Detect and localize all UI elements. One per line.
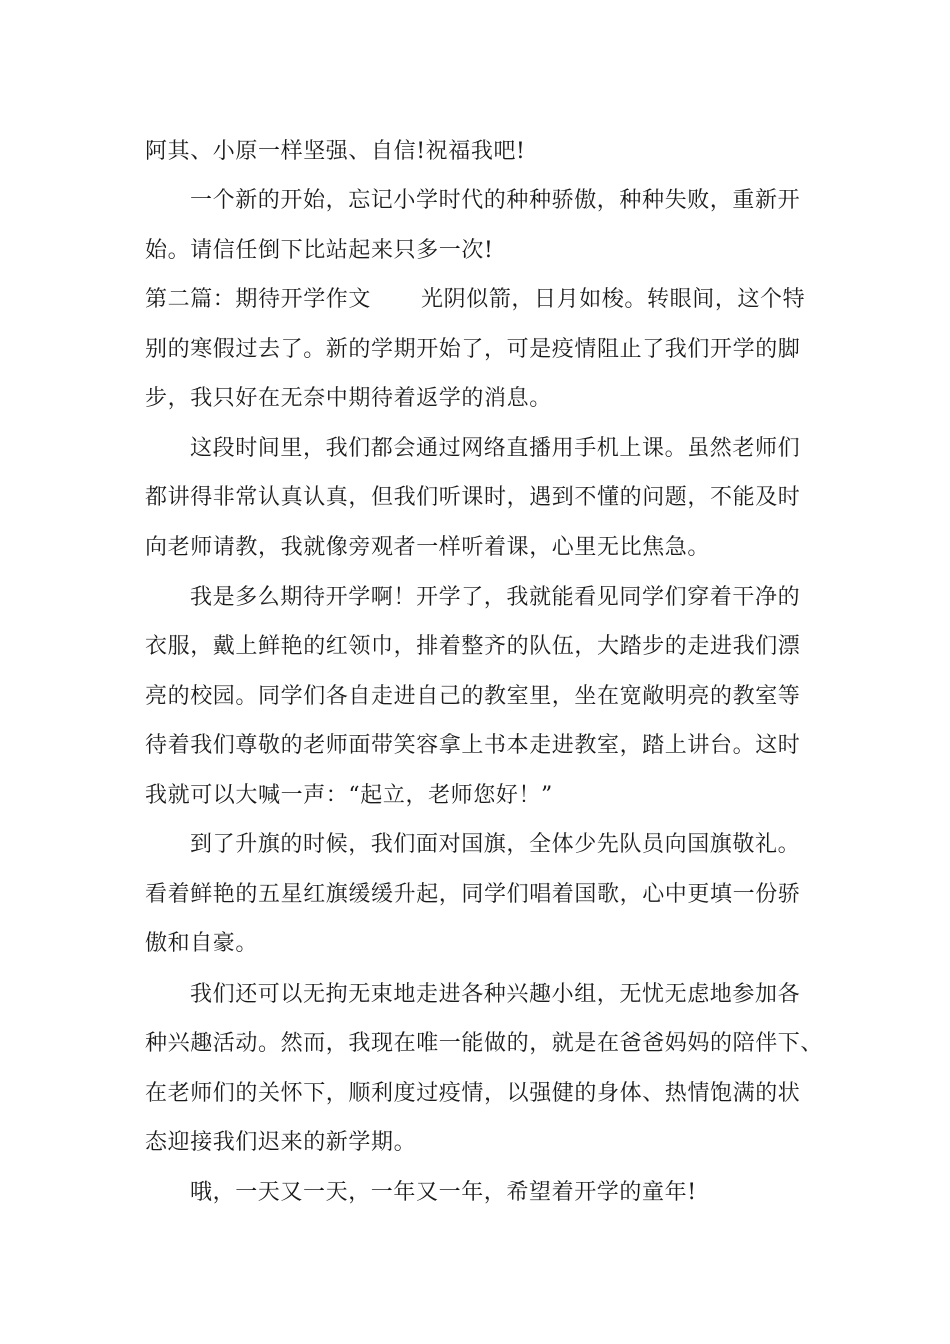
text-line: 傲和自豪。 <box>145 931 259 956</box>
text-line: 我是多么期待开学啊！开学了，我就能看见同学们穿着干净的 <box>190 585 801 610</box>
text-line: 向老师请教，我就像旁观者一样听着课，心里无比焦急。 <box>145 535 711 560</box>
text-line: 种兴趣活动。然而，我现在唯一能做的，就是在爸爸妈妈的陪伴下、 <box>145 1031 824 1056</box>
text-line: 在老师们的关怀下，顺利度过疫情，以强健的身体、热情饱满的状 <box>145 1081 801 1106</box>
text-line: 始。请信任倒下比站起来只多一次! <box>145 238 494 263</box>
text-line: 这段时间里，我们都会通过网络直播用手机上课。虽然老师们 <box>190 436 801 461</box>
section-heading: 第二篇：期待开学作文 <box>145 287 372 312</box>
text-line: 光阴似箭，日月如梭。转眼间，这个特 <box>421 287 806 312</box>
text-line: 一个新的开始，忘记小学时代的种种骄傲，种种失败，重新开 <box>190 188 801 213</box>
text-line: 待着我们尊敬的老师面带笑容拿上书本走进教室，踏上讲台。这时 <box>145 733 801 758</box>
text-line: 我们还可以无拘无束地走进各种兴趣小组，无忧无虑地参加各 <box>190 982 801 1007</box>
text-line: 都讲得非常认真认真，但我们听课时，遇到不懂的问题，不能及时 <box>145 485 801 510</box>
text-line: 哦，一天又一天，一年又一年，希望着开学的童年! <box>190 1180 697 1205</box>
text-line: 别的寒假过去了。新的学期开始了，可是疫情阻止了我们开学的脚 <box>145 337 801 362</box>
text-line: 亮的校园。同学们各自走进自己的教室里，坐在宽敞明亮的教室等 <box>145 684 801 709</box>
text-line: 看着鲜艳的五星红旗缓缓升起，同学们唱着国歌，心中更填一份骄 <box>145 882 801 907</box>
text-line: 衣服，戴上鲜艳的红领巾，排着整齐的队伍，大踏步的走进我们漂 <box>145 634 801 659</box>
text-line: 步，我只好在无奈中期待着返学的消息。 <box>145 386 552 411</box>
text-line: 阿其、小原一样坚强、自信!祝福我吧! <box>145 139 526 164</box>
section-heading-line <box>145 285 825 315</box>
text-line: 到了升旗的时候，我们面对国旗，全体少先队员向国旗敬礼。 <box>190 832 801 857</box>
text-line: 我就可以大喊一声：“起立，老师您好！” <box>145 783 553 808</box>
text-line: 态迎接我们迟来的新学期。 <box>145 1130 417 1155</box>
